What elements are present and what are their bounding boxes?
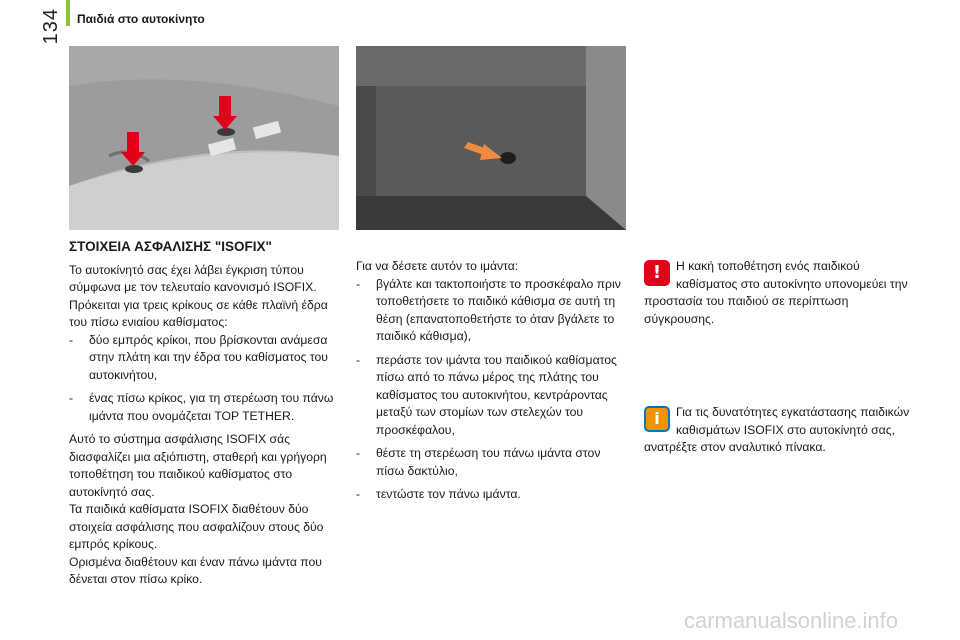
top-tether-illustration (356, 46, 626, 230)
list-item: - τεντώστε τον πάνω ιμάντα. (356, 486, 631, 504)
info-icon: i (644, 406, 670, 432)
list-item: - ένας πίσω κρίκος, για τη στερέωση του πάνω ιμάντα που ονομάζεται TOP TETHER. (69, 390, 344, 425)
list-item: - δύο εμπρός κρίκοι, που βρίσκονται ανάμεσα στην πλάτη και την έδρα του καθίσματος του αυτοκινήτου, (69, 332, 344, 385)
body-paragraph: Τα παιδικά καθίσματα ISOFIX διαθέτουν δύο στοιχεία ασφάλισης που ασφαλίζουν στους δύο εμπρός κρίκους. (69, 502, 324, 551)
info-note (644, 404, 914, 457)
list-item: - περάστε τον ιμάντα του παιδικού καθίσματος πίσω από το πάνω μέρος της πλάτης του καθίσματος του αυτοκινήτου, κεντράροντας μεταξύ των στομίων των στελεχών του προσκέφαλου, (356, 352, 631, 440)
warning-icon: ! (644, 260, 670, 286)
list-item: - βγάλτε και τακτοποιήστε το προσκέφαλο πριν τοποθετήσετε το παιδικό κάθισμα σε αυτή τη θέση (επανατοποθετήστε το όταν βγάλετε το παιδικό κάθισμα), (356, 276, 631, 346)
isofix-seat-illustration (69, 46, 339, 230)
body-paragraph: Ορισμένα διαθέτουν και έναν πάνω ιμάντα που δένεται στον πίσω κρίκο. (69, 554, 322, 586)
warning-text: Η κακή τοποθέτηση ενός παιδικού καθίσματος στο αυτοκίνητο υπονομεύει την προστασία του παιδιού σε περίπτωση σύγκρουσης. (644, 259, 908, 326)
isofix-section (69, 238, 344, 589)
warning-note (644, 258, 914, 328)
page-section-title: Παιδιά στο αυτοκίνητο (77, 12, 205, 26)
header-accent-bar (66, 0, 70, 26)
page-number: 134 (40, 8, 62, 45)
steps-list (356, 276, 631, 504)
tether-instructions (356, 258, 631, 510)
top-tether-photo (356, 46, 626, 230)
list-item: - θέστε τη στερέωση του πάνω ιμάντα στον πίσω δακτύλιο, (356, 445, 631, 480)
body-paragraph: Αυτό το σύστημα ασφάλισης ISOFIX σάς διασφαλίζει μια αξιόπιστη, σταθερή και γρήγορη τοποθέτηση του παιδικού καθίσματος στο αυτοκίνητό σας. (69, 432, 327, 499)
intro-paragraph: Το αυτοκίνητό σας έχει λάβει έγκριση τύπου σύμφωνα με τον τελευταίο κανονισμό ISOFIX. Πρόκειται για τρεις κρίκους σε κάθε πλαϊνή έδρα του πίσω ενιαίου καθίσματος: (69, 262, 328, 329)
anchor-list (69, 332, 344, 426)
instructions-intro: Για να δέσετε αυτόν το ιμάντα: (356, 259, 519, 273)
isofix-seat-photo (69, 46, 339, 230)
section-heading: ΣΤΟΙΧΕΙΑ ΑΣΦΑΛΙΣΗΣ "ISOFIX" (69, 239, 272, 254)
info-text: Για τις δυνατότητες εγκατάστασης παιδικών καθισμάτων ISOFIX στο αυτοκίνητό σας, ανατρέξτε στον αναλυτικό πίνακα. (644, 405, 910, 454)
watermark: carmanualsonline.info (684, 608, 899, 633)
